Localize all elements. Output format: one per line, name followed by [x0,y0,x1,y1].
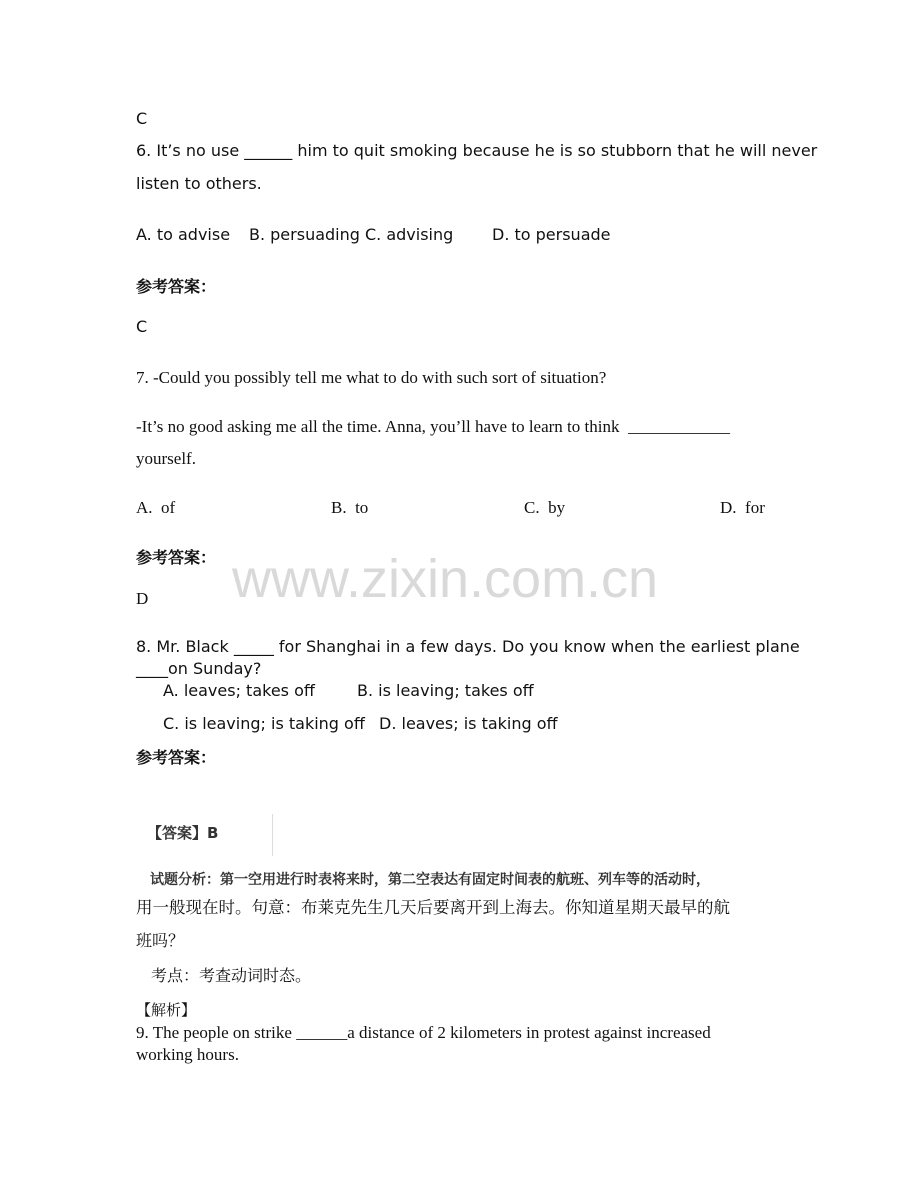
q6-line-2: listen to others. [136,174,262,193]
q8-option-b: B. is leaving; takes off [357,681,534,700]
q7-answer: D [136,589,149,608]
q8-line-1: 8. Mr. Black _____ for Shanghai in a few days. Do you know when the earliest plane [136,637,800,656]
q7-option-d: D. for [720,498,765,517]
q8-answer-tag: 【答案】B [147,824,219,842]
q8-analysis-3: 班吗？ [136,931,185,950]
top-answer: C [136,109,148,128]
q9-line-1: 9. The people on strike ______a distance of 2 kilometers in protest against increased [136,1023,711,1042]
q7-line-1: 7. -Could you possibly tell me what to do with such sort of situation? [136,368,607,387]
q8-option-a: A. leaves; takes off [163,681,315,700]
q7-answer-label: 参考答案： [136,548,217,567]
q6-answer-label: 参考答案： [136,277,217,296]
q8-option-c: C. is leaving; is taking off [163,714,365,733]
q8-analysis-2: 用一般现在时。句意：布莱克先生几天后要离开到上海去。你知道星期天最早的航 [136,898,730,917]
q6-option-d: D. to persuade [492,225,611,244]
q8-answer-label: 参考答案： [136,748,217,767]
q7-option-c: C. by [524,498,566,517]
q6-line-1: 6. It’s no use ______ him to quit smoking because he is so stubborn that he will never [136,141,818,160]
q9-line-2: working hours. [136,1045,239,1064]
q8-option-d: D. leaves; is taking off [379,714,558,733]
q8-jiexi: 【解析】 [136,1001,197,1019]
watermark: www.zixin.com.cn [232,549,659,609]
q8-line-2: ____on Sunday? [136,659,262,678]
q7-option-b: B. to [331,498,369,517]
q7-line-2: -It’s no good asking me all the time. Anna, you’ll have to learn to think ____________ [136,417,730,436]
q7-line-3: yourself. [136,449,196,468]
q6-answer: C [136,317,148,336]
q8-kaodian: 考点：考查动词时态。 [151,966,312,985]
q6-option-c: C. advising [365,225,454,244]
q6-option-b: B. persuading [249,225,360,244]
q6-option-a: A. to advise [136,225,231,244]
divider [272,814,273,856]
q8-analysis-1: 试题分析：第一空用进行时表将来时，第二空表达有固定时间表的航班、列车等的活动时， [150,872,710,888]
q7-option-a: A. of [136,498,176,517]
